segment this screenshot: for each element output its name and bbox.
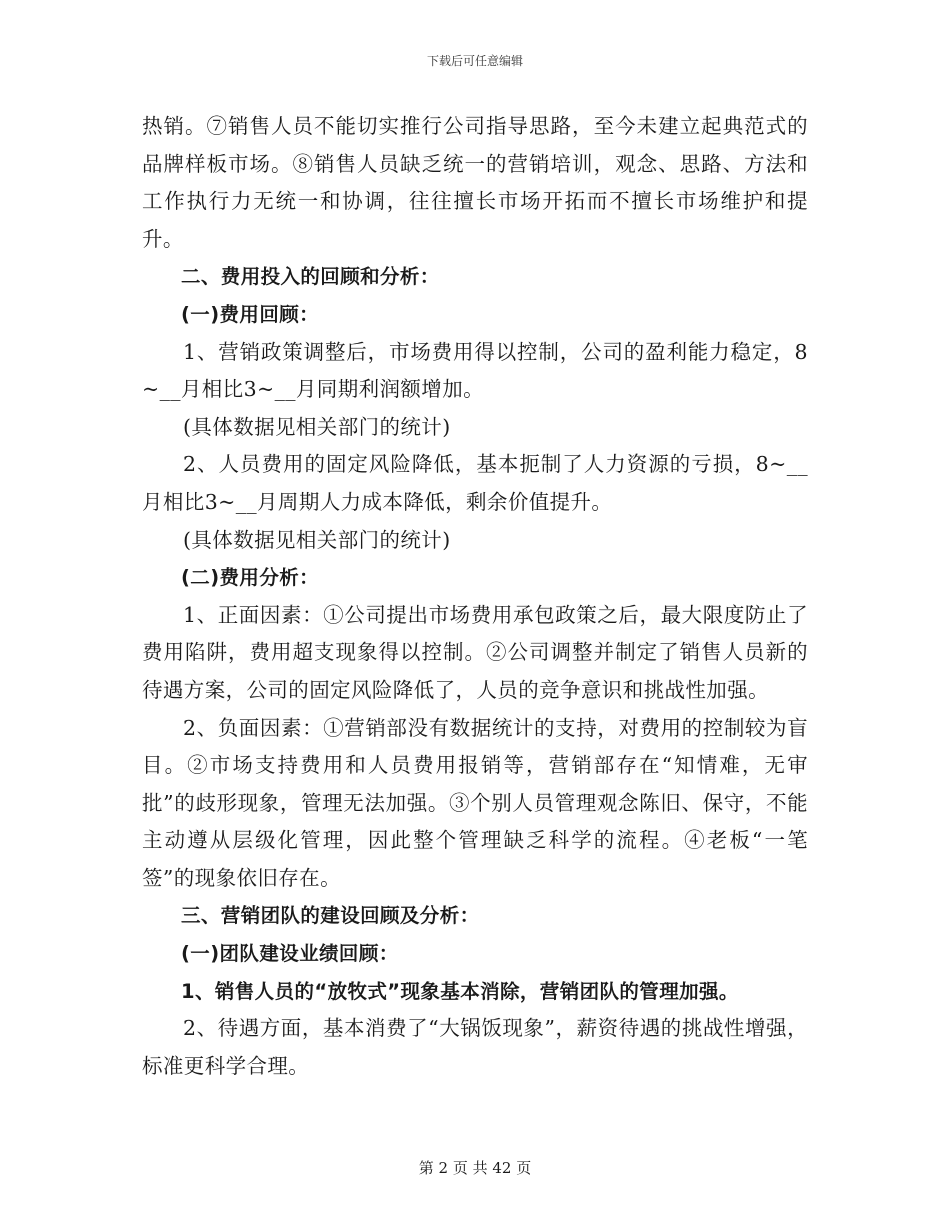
document-body xyxy=(142,108,808,1085)
paragraph-negative-factors: 2、负面因素：①营销部没有数据统计的支持，对费用的控制较为盲目。②市场支持费用和人员费用报销等，营销部存在“知情难，无审批”的歧形现象，管理无法加强。③个别人员管理观念陈旧、保守，不能主动遵从层级化管理，因此整个管理缺乏科学的流程。④老板“一笔签”的现象依旧存在。 xyxy=(142,715,808,890)
note-statistics-2: (具体数据见相关部门的统计) xyxy=(183,527,451,552)
paragraph-team-review-1: 1、销售人员的“放牧式”现象基本消除，营销团队的管理加强。 xyxy=(181,979,739,1003)
paragraph-positive-factors: 1、正面因素：①公司提出市场费用承包政策之后，最大限度防止了费用陷阱，费用超支现象得以控制。②公司调整并制定了销售人员新的待遇方案，公司的固定风险降低了，人员的竞争意识和挑战性加强。 xyxy=(142,602,808,702)
subsection-heading-expense-analysis: (二)费用分析： xyxy=(181,566,320,590)
paragraph-1: 热销。⑦销售人员不能切实推行公司指导思路，至今未建立起典范式的品牌样板市场。⑧销售人员缺乏统一的营销培训，观念、思路、方法和工作执行力无统一和协调，往往擅长市场开拓而不擅长市场维护和提升。 xyxy=(142,114,808,251)
paragraph-team-review-2: 2、待遇方面，基本消费了“大锅饭现象”，薪资待遇的挑战性增强，标准更科学合理。 xyxy=(142,1016,808,1078)
page-header: 下载后可任意编辑 xyxy=(426,54,523,68)
page-footer: 第 2 页 共 42 页 xyxy=(418,1159,532,1177)
paragraph-expense-review-1: 1、营销政策调整后，市场费用得以控制，公司的盈利能力稳定，8~__月相比3~__月同期利润额增加。 xyxy=(142,339,808,402)
paragraph-expense-review-2: 2、人员费用的固定风险降低，基本扼制了人力资源的亏损，8~__月相比3~__月周期人力成本降低，剩余价值提升。 xyxy=(142,452,808,514)
subsection-heading-expense-review: (一)费用回顾： xyxy=(181,302,320,326)
subsection-heading-team-review: (一)团队建设业绩回顾： xyxy=(181,942,399,966)
section-heading-3: 三、营销团队的建设回顾及分析： xyxy=(181,904,480,928)
section-heading-2: 二、费用投入的回顾和分析： xyxy=(181,265,440,289)
note-statistics-1: (具体数据见相关部门的统计) xyxy=(183,414,451,439)
